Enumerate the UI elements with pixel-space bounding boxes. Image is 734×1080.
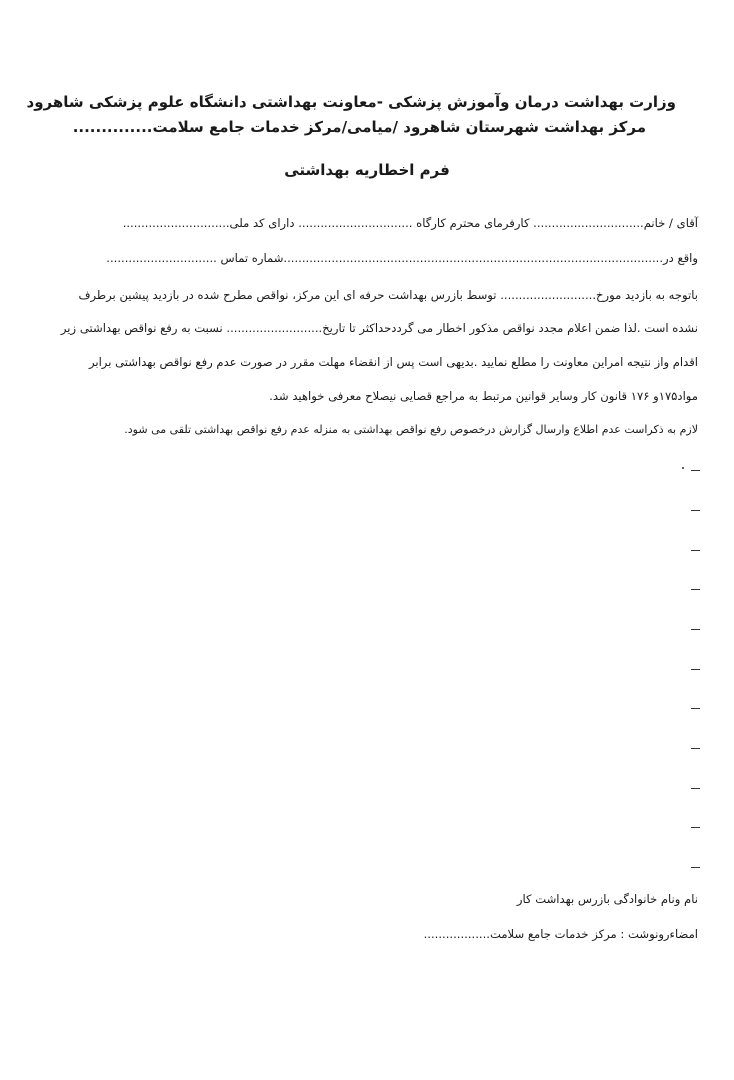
inspector-name-label: نام ونام خانوادگی بازرس بهداشت کار: [516, 892, 698, 906]
signature-copy-label: امضاءرونوشت : مرکز خدمات جامع سلامت..................: [423, 927, 698, 941]
deficiency-item-marker: [691, 510, 700, 511]
body-text-line-2: نشده است .لذا ضمن اعلام مجدد نواقص مذکور اخطار می گرددحداکثر تا تاریخ.......................... نسبت به رفع نواقص بهداشتی زیر: [60, 321, 698, 335]
deficiency-item-marker: [691, 550, 700, 551]
deficiency-item-marker: [691, 748, 700, 749]
deficiency-item-marker: [691, 867, 700, 868]
deficiency-item-marker: [691, 629, 700, 630]
body-text-line-4: مواد۱۷۵و ۱۷۶ قانون کار وسایر قوانین مرتبط به مراجع قصایی نیصلاح معرفی خواهید شد.: [269, 389, 698, 403]
list-bullet-dot: [682, 467, 684, 469]
form-title: فرم اخطاریه بهداشتی: [284, 161, 450, 179]
deficiency-item-marker: [691, 708, 700, 709]
deficiency-item-marker: [691, 589, 700, 590]
employer-fields-line: آقای / خانم.............................. کارفرمای محترم کارگاه ............................... دارای کد ملی.............................: [122, 216, 698, 230]
deficiency-item-marker: [691, 470, 700, 471]
header-ministry-line: وزارت بهداشت درمان وآموزش پزشکی -معاونت بهداشتی دانشگاه علوم پزشکی شاهرود: [26, 93, 676, 111]
header-center-line: مرکز بهداشت شهرستان شاهرود /میامی/مرکز خدمات جامع سلامت..............: [72, 118, 646, 136]
deficiency-item-marker: [691, 669, 700, 670]
body-text-line-3: اقدام واز نتیجه امراین معاونت را مطلع نمایید .بدیهی است پس از انقضاء مهلت مقرر در صورت عدم رفع نواقص بهداشتی برابر: [88, 355, 698, 369]
address-fields-line: واقع در.......................................................................................................شماره تماس ..............................: [106, 251, 698, 265]
body-text-line-1: باتوجه به بازدید مورخ.......................... توسط بازرس بهداشت حرفه ای این مرکز، نواقص مطرح شده در بازدید پیشین برطرف: [78, 288, 698, 302]
note-text: لازم به ذکراست عدم اطلاع وارسال گزارش درخصوص رفع نواقص بهداشتی به منزله عدم رفع نواقص بهداشتی تلقی می شود.: [124, 423, 698, 436]
deficiency-item-marker: [691, 827, 700, 828]
deficiency-item-marker: [691, 788, 700, 789]
